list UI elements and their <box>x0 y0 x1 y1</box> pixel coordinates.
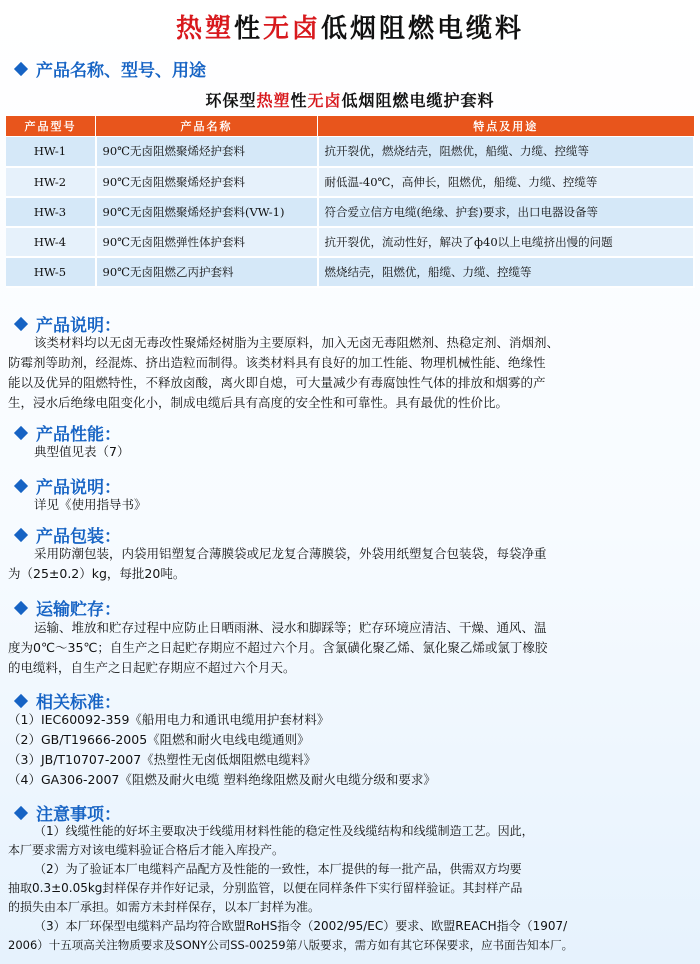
list-item: （3）JB/T10707-2007《热塑性无卤低烟阻燃电缆料》 <box>8 752 317 767</box>
cell-feature: 抗开裂优，燃烧结壳，阻燃优，船缆、力缆、控缆等 <box>318 137 695 167</box>
subtitle-p1: 环保型 <box>205 91 257 110</box>
paragraph-line: 防霉剂等助剂，经混炼、挤出造粒而制得。该类材料具有良好的加工性能、物理机械性能、绝缘性 <box>8 355 546 370</box>
diamond-bullet-icon <box>14 478 28 492</box>
list-item: （1）IEC60092-359《船用电力和通讯电缆用护套材料》 <box>8 712 330 727</box>
cell-model: HW-2 <box>6 167 96 197</box>
cell-model: HW-1 <box>6 137 96 167</box>
cell-name: 90℃无卤阻燃弹性体护套料 <box>96 227 318 257</box>
cell-model: HW-4 <box>6 227 96 257</box>
section-performance-label: 产品性能： <box>36 425 121 445</box>
paragraph-line: 2006）十五项高关注物质要求及SONY公司SS-00259第八版要求，需方如有其它环保要求，应书面告知本厂。 <box>8 938 574 952</box>
paragraph-line: 的损失由本厂承担。如需方未封样保存，以本厂封样为准。 <box>8 900 321 914</box>
paragraph-line: 为（25±0.2）kg，每批20吨。 <box>8 566 186 581</box>
title-part2: 性 <box>233 14 263 44</box>
cell-feature: 燃烧结壳，阻燃优，船缆、力缆、控缆等 <box>318 257 695 287</box>
table-row <box>6 197 695 227</box>
cell-model: HW-5 <box>6 257 96 287</box>
cell-feature: 符合爱立信方电缆(绝缘、护套)要求，出口电器设备等 <box>318 197 695 227</box>
instructions-text: 详见《使用指导书》 <box>34 497 147 512</box>
header-model: 产品型号 <box>6 116 96 137</box>
paragraph-line: （2）为了验证本厂电缆料产品配方及性能的一致性，本厂提供的每一批产品，供需双方均要 <box>34 862 522 876</box>
header-name: 产品名称 <box>96 116 318 137</box>
title-part1: 热塑 <box>175 14 234 44</box>
cell-name: 90℃无卤阻燃聚烯烃护套料(VW-1) <box>96 197 318 227</box>
paragraph-line: 的电缆料，自生产之日起贮存期应不超过六个月天。 <box>8 660 296 675</box>
paragraph-line: 本厂要求需方对该电缆料验证合格后才能入库投产。 <box>8 843 285 857</box>
cell-name: 90℃无卤阻燃聚烯烃护套料 <box>96 137 318 167</box>
diamond-bullet-icon <box>14 527 28 541</box>
paragraph-line: 抽取0.3±0.05kg封样保存并作好记录，分别监管，以便在同样条件下实行留样验证。其封样产品 <box>8 881 523 895</box>
subtitle-p2: 热塑 <box>256 91 291 110</box>
cell-model: HW-3 <box>6 197 96 227</box>
paragraph-line: 该类材料均以无卤无毒改性聚烯烃树脂为主要原料，加入无卤无毒阻燃剂、热稳定剂、消烟剂、 <box>34 335 560 350</box>
performance-text: 典型值见表（7） <box>34 444 130 459</box>
subtitle-p4: 无卤 <box>307 91 342 110</box>
list-item: （2）GB/T19666-2005《阻燃和耐火电线电缆通则》 <box>8 732 310 747</box>
transport-paragraph <box>8 618 692 678</box>
table-row <box>6 137 695 167</box>
title-part4: 低烟阻燃电缆料 <box>321 14 525 44</box>
paragraph-line: 度为0℃～35℃；自生产之日起贮存期应不超过六个月。含氯磺化聚乙烯、氯化聚乙烯或氯丁橡胶 <box>8 640 548 655</box>
table-subtitle <box>0 88 700 111</box>
diamond-bullet-icon <box>14 600 28 614</box>
diamond-bullet-icon <box>14 693 28 707</box>
paragraph-line: 运输、堆放和贮存过程中应防止日晒雨淋、浸水和脚踩等；贮存环境应清洁、干燥、通风、温 <box>34 620 547 635</box>
table-row <box>6 257 695 287</box>
diamond-bullet-icon <box>14 316 28 330</box>
section-product-name-label: 产品名称、型号、用途 <box>36 61 206 81</box>
packaging-paragraph <box>8 544 692 584</box>
diamond-bullet-icon <box>14 425 28 439</box>
subtitle-p5: 低烟阻燃电缆护套料 <box>341 91 495 110</box>
product-table <box>5 115 695 288</box>
section-packaging-label: 产品包装： <box>36 527 121 547</box>
diamond-bullet-icon <box>14 805 28 819</box>
list-item: （4）GA306-2007《阻燃及耐火电缆 塑料绝缘阻燃及耐火电缆分级和要求》 <box>8 772 436 787</box>
subtitle-p3: 性 <box>290 91 308 110</box>
cell-feature: 抗开裂优，流动性好，解决了ф40以上电缆挤出慢的问题 <box>318 227 695 257</box>
cell-name: 90℃无卤阻燃乙丙护套料 <box>96 257 318 287</box>
table-row <box>6 167 695 197</box>
notes-paragraph <box>8 822 692 955</box>
title-part3: 无卤 <box>263 14 322 44</box>
header-feature: 特点及用途 <box>318 116 695 137</box>
section-notes-label: 注意事项： <box>36 805 121 825</box>
section-product-desc-label: 产品说明： <box>36 316 121 336</box>
diamond-bullet-icon <box>14 61 28 75</box>
table-row <box>6 227 695 257</box>
paragraph-line: （1）线缆性能的好坏主要取决于线缆用材料性能的稳定性及线缆结构和线缆制造工艺。因此， <box>34 824 534 838</box>
standards-list <box>8 710 692 790</box>
section-product-name <box>10 56 206 81</box>
cell-name: 90℃无卤阻燃聚烯烃护套料 <box>96 167 318 197</box>
cell-feature: 耐低温-40℃，高伸长，阻燃优，船缆、力缆、控缆等 <box>318 167 695 197</box>
page-title <box>0 8 700 44</box>
paragraph-line: 生，浸水后绝缘电阻变化小，制成电缆后具有高度的安全性和可靠性。具有最优的性价比。 <box>8 395 509 410</box>
section-instructions-label: 产品说明： <box>36 478 121 498</box>
paragraph-line: （3）本厂环保型电缆料产品均符合欧盟RoHS指令（2002/95/EC）要求、欧盟REACH指令（1907/ <box>34 919 568 933</box>
product-desc-paragraph <box>8 333 692 413</box>
paragraph-line: 能以及优异的阻燃特性，不释放卤酸，离火即自熄，可大量减少有毒腐蚀性气体的排放和烟雾的产 <box>8 375 546 390</box>
section-transport <box>10 595 121 620</box>
paragraph-line: 采用防潮包装，内袋用铝塑复合薄膜袋或尼龙复合薄膜袋，外袋用纸塑复合包装袋，每袋净重 <box>34 546 547 561</box>
section-standards-label: 相关标准： <box>36 693 121 713</box>
table-header-row <box>6 116 695 137</box>
section-transport-label: 运输贮存： <box>36 600 121 620</box>
